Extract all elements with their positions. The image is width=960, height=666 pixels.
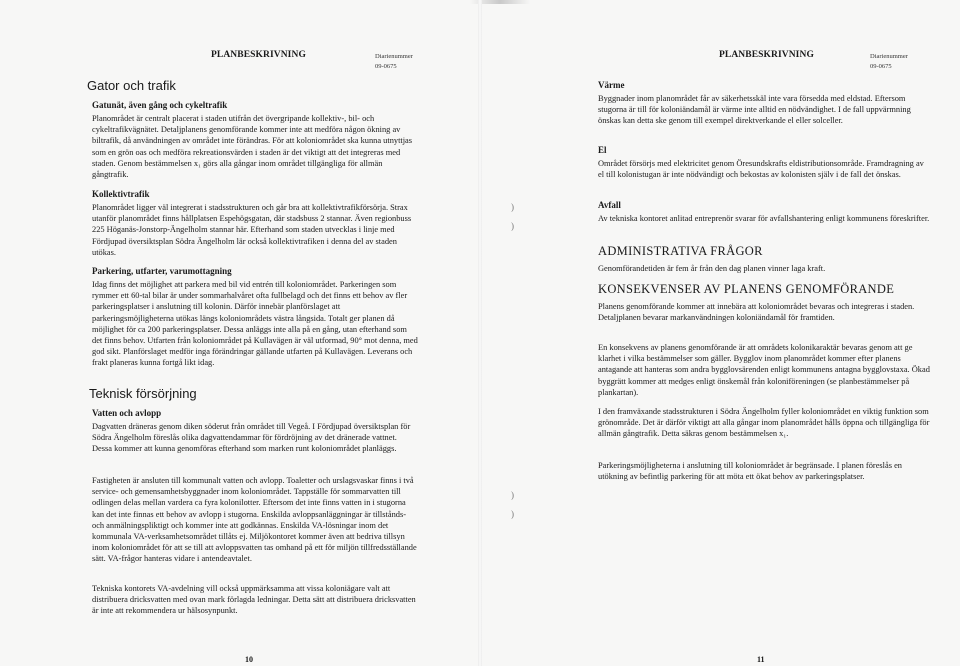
sub-varme — [598, 80, 930, 127]
section-admin — [598, 244, 930, 274]
sub-vatten — [92, 408, 418, 455]
paragraph: Fastigheten är ansluten till kommunalt vatten och avlopp. Toaletter och urslagsvaskar finns i två service- och gemensamhetsbyggnader inom koloniområdet. Tappställe för sommarvatten till odlingen delas mellan vardera ca fyra kolonilotter. Eftersom det inte finns vatten in i stugorna kan det inte finnas ett behov av avlopp i stugorna. Enskilda avloppsanläggningar är tillstånds- och anmälningspliktigt och kommer inte att godkännas. Enskilda VA-lösningar inom det kommunala VA-verksamhetsområdet tillåts ej. Miljökontoret kommer även att bedriva tillsyn inom koloniområdet för att se till att avloppsvatten tas omhand på ett för miljön tillfredsställande sätt. VA-frågor hanteras vidare i antendeavtalet. — [92, 476, 417, 564]
section-title: KONSEKVENSER AV PLANENS GENOMFÖRANDE — [598, 282, 895, 296]
sub-title: Avfall — [598, 200, 621, 210]
left-header-title: PLANBESKRIVNING — [211, 50, 306, 60]
sub-gatunat — [92, 100, 418, 180]
sub-avfall — [598, 200, 930, 224]
paragraph: Planens genomförande kommer att innebära att koloniområdet bevaras och integreras i staden. Detaljplanen bevarar markanvändningen koloniändamål för framtiden. — [598, 302, 915, 323]
section-title: Gator och trafik — [87, 78, 176, 93]
scan-mark: ) — [511, 221, 514, 231]
paragraph: Planområdet ligger väl integrerat i stadsstrukturen och går bra att kollektivtrafikförsörja. Strax utanför planområdet finns hållplatsen Espehögsgatan, där stadsbuss 2 stannar. Även regionbuss 225 Höganäs-Jonstorp-Ängelholm stannar här. Efterhand som staden utvecklas i linje med Fördjupad översiktsplan Södra Ängelholm lär också kollektivtrafiken i denna del av staden utökas. — [92, 203, 412, 257]
sub-title: Parkering, utfarter, varumottagning — [92, 266, 232, 276]
sub-title: Vatten och avlopp — [92, 408, 162, 418]
page-number: 11 — [757, 655, 765, 664]
paragraph: Dagvatten dräneras genom diken söderut från området till Vegeå. I Fördjupad översiktsplan för Södra Ängelholm föreslås olika dagvattendammar för fördröjning av det dränerade vattnet. Dessa kommer att kunna genomföras efterhand som marken runt koloniområdet planläggs. — [92, 422, 411, 454]
right-diarie-number: 09-0675 — [870, 63, 892, 70]
sub-title: Gatunät, även gång och cykeltrafik — [92, 100, 228, 110]
scan-mark: ) — [511, 490, 514, 500]
section-konsekvenser — [598, 282, 930, 323]
left-diarie-number: 09-0675 — [375, 63, 397, 70]
paragraph: Genomförandetiden är fem år från den dag planen vinner laga kraft. — [598, 264, 826, 273]
right-header-title: PLANBESKRIVNING — [719, 50, 814, 60]
sub-el — [598, 145, 930, 180]
paragraph: Tekniska kontorets VA-avdelning vill också uppmärksamma att vissa koloniägare valt att distribuera dricksvatten med ovan mark förlagda ledningar. Detta sätt att distribuera dricksvatten är inte att rekommendera ur hälsosynpunkt. — [92, 584, 416, 616]
paragraph: Parkeringsmöjligheterna i anslutning till koloniområdet är begränsade. I planen föreslås en utökning av befintlig parkering för att möta ett ökat behov av parkeringsplatser. — [598, 461, 902, 482]
section-title: ADMINISTRATIVA FRÅGOR — [598, 244, 763, 258]
gutter — [478, 0, 482, 666]
paragraph: I den framväxande stadsstrukturen i Södra Ängelholm fyller koloniområdet en viktig funktion som grönområde. Det är därför viktigt att alla gångar inom planområdet hålls öppna och tillgängliga för allmän gångtrafik. Detta säkras genom bestämmelsen x₁. — [598, 407, 930, 439]
sub-title: Värme — [598, 80, 625, 90]
sub-title: Kollektivtrafik — [92, 189, 150, 199]
paragraph: Av tekniska kontoret anlitad entreprenör svarar för avfallshantering enligt kommunens föreskrifter. — [598, 214, 930, 223]
sub-title: El — [598, 145, 607, 155]
paragraph: Idag finns det möjlighet att parkera med bil vid entrén till koloniområdet. Parkeringen som rymmer ett 60-tal bilar är under sommarhalvåret ofta fullbelagd och det finns ett behov av fler parkeringsplatser i anslutning till kolonin. Därför innebär planförslaget att parkeringsmöjligheterna utökas längs koloniområdets västra långsida. Totalt ger planen då möjlighet för ca 200 parkeringsplatser. Dessa anläggs inte alla på en gång, utan efterhand som det finns behov. Utfarten från koloniområdet på Kullavägen är väl utformad, 90° mot denna, med god sikt. Planförslaget medför inga förändringar gällande utfarten på Kullavägen. Leverans och frakt planeras kunna fortgå likt idag. — [92, 280, 418, 368]
scan-mark: ) — [511, 202, 514, 212]
section-gator — [87, 78, 417, 93]
right-page — [480, 0, 960, 666]
right-diarie-label: Diarienummer — [870, 53, 908, 60]
sub-kollektivtrafik — [92, 189, 418, 258]
paragraph: Planområdet är centralt placerat i staden utifrån det övergripande kollektiv-, bil- och cykeltrafikvägnätet. Detaljplanens genomförande kommer inte att medföra någon ökning av biltrafik, då användningen av området inte förändras. För att koloniområdet ska kunna utnyttjas som en grön oas och medföra rekreationsvärden i staden är det viktigt att det integreras med staden. Genom bestämmelsen x₁ görs alla gångar inom området tillgängliga för allmän gångtrafik. — [92, 114, 413, 180]
section-teknisk — [89, 386, 419, 401]
page-number: 10 — [245, 655, 253, 664]
paragraph: En konsekvens av planens genomförande är att områdets kolonikaraktär bevaras genom att ge klarhet i vilka bestämmelser som gäller. Bygglov inom planområdet kommer efter planens antagande att hanteras som andra bygglovsärenden enligt kommunens antagna bygglovstaxa. Ökad byggrätt kommer att medges enligt önskemål från koloniföreningen (se planbestämmelser på plankartan). — [598, 343, 930, 397]
paragraph: Området försörjs med elektricitet genom Öresundskrafts eldistributionsområde. Framdragning av el till kolonistugan är inte nödvändigt och bekostas av kolonisten själv i de fall det önskas. — [598, 159, 924, 180]
scan-mark: ) — [511, 509, 514, 519]
section-title: Teknisk försörjning — [89, 386, 197, 401]
left-diarie-label: Diarienummer — [375, 53, 413, 60]
sub-parkering — [92, 266, 418, 369]
paragraph: Byggnader inom planområdet får av säkerhetsskäl inte vara försedda med eldstad. Eftersom stugorna är till för koloniändamål är värme inte alltid en nödvändighet. I de fall uppvärmning önskas kan detta ske genom till exempel direktverkande el eller solceller. — [598, 94, 911, 126]
